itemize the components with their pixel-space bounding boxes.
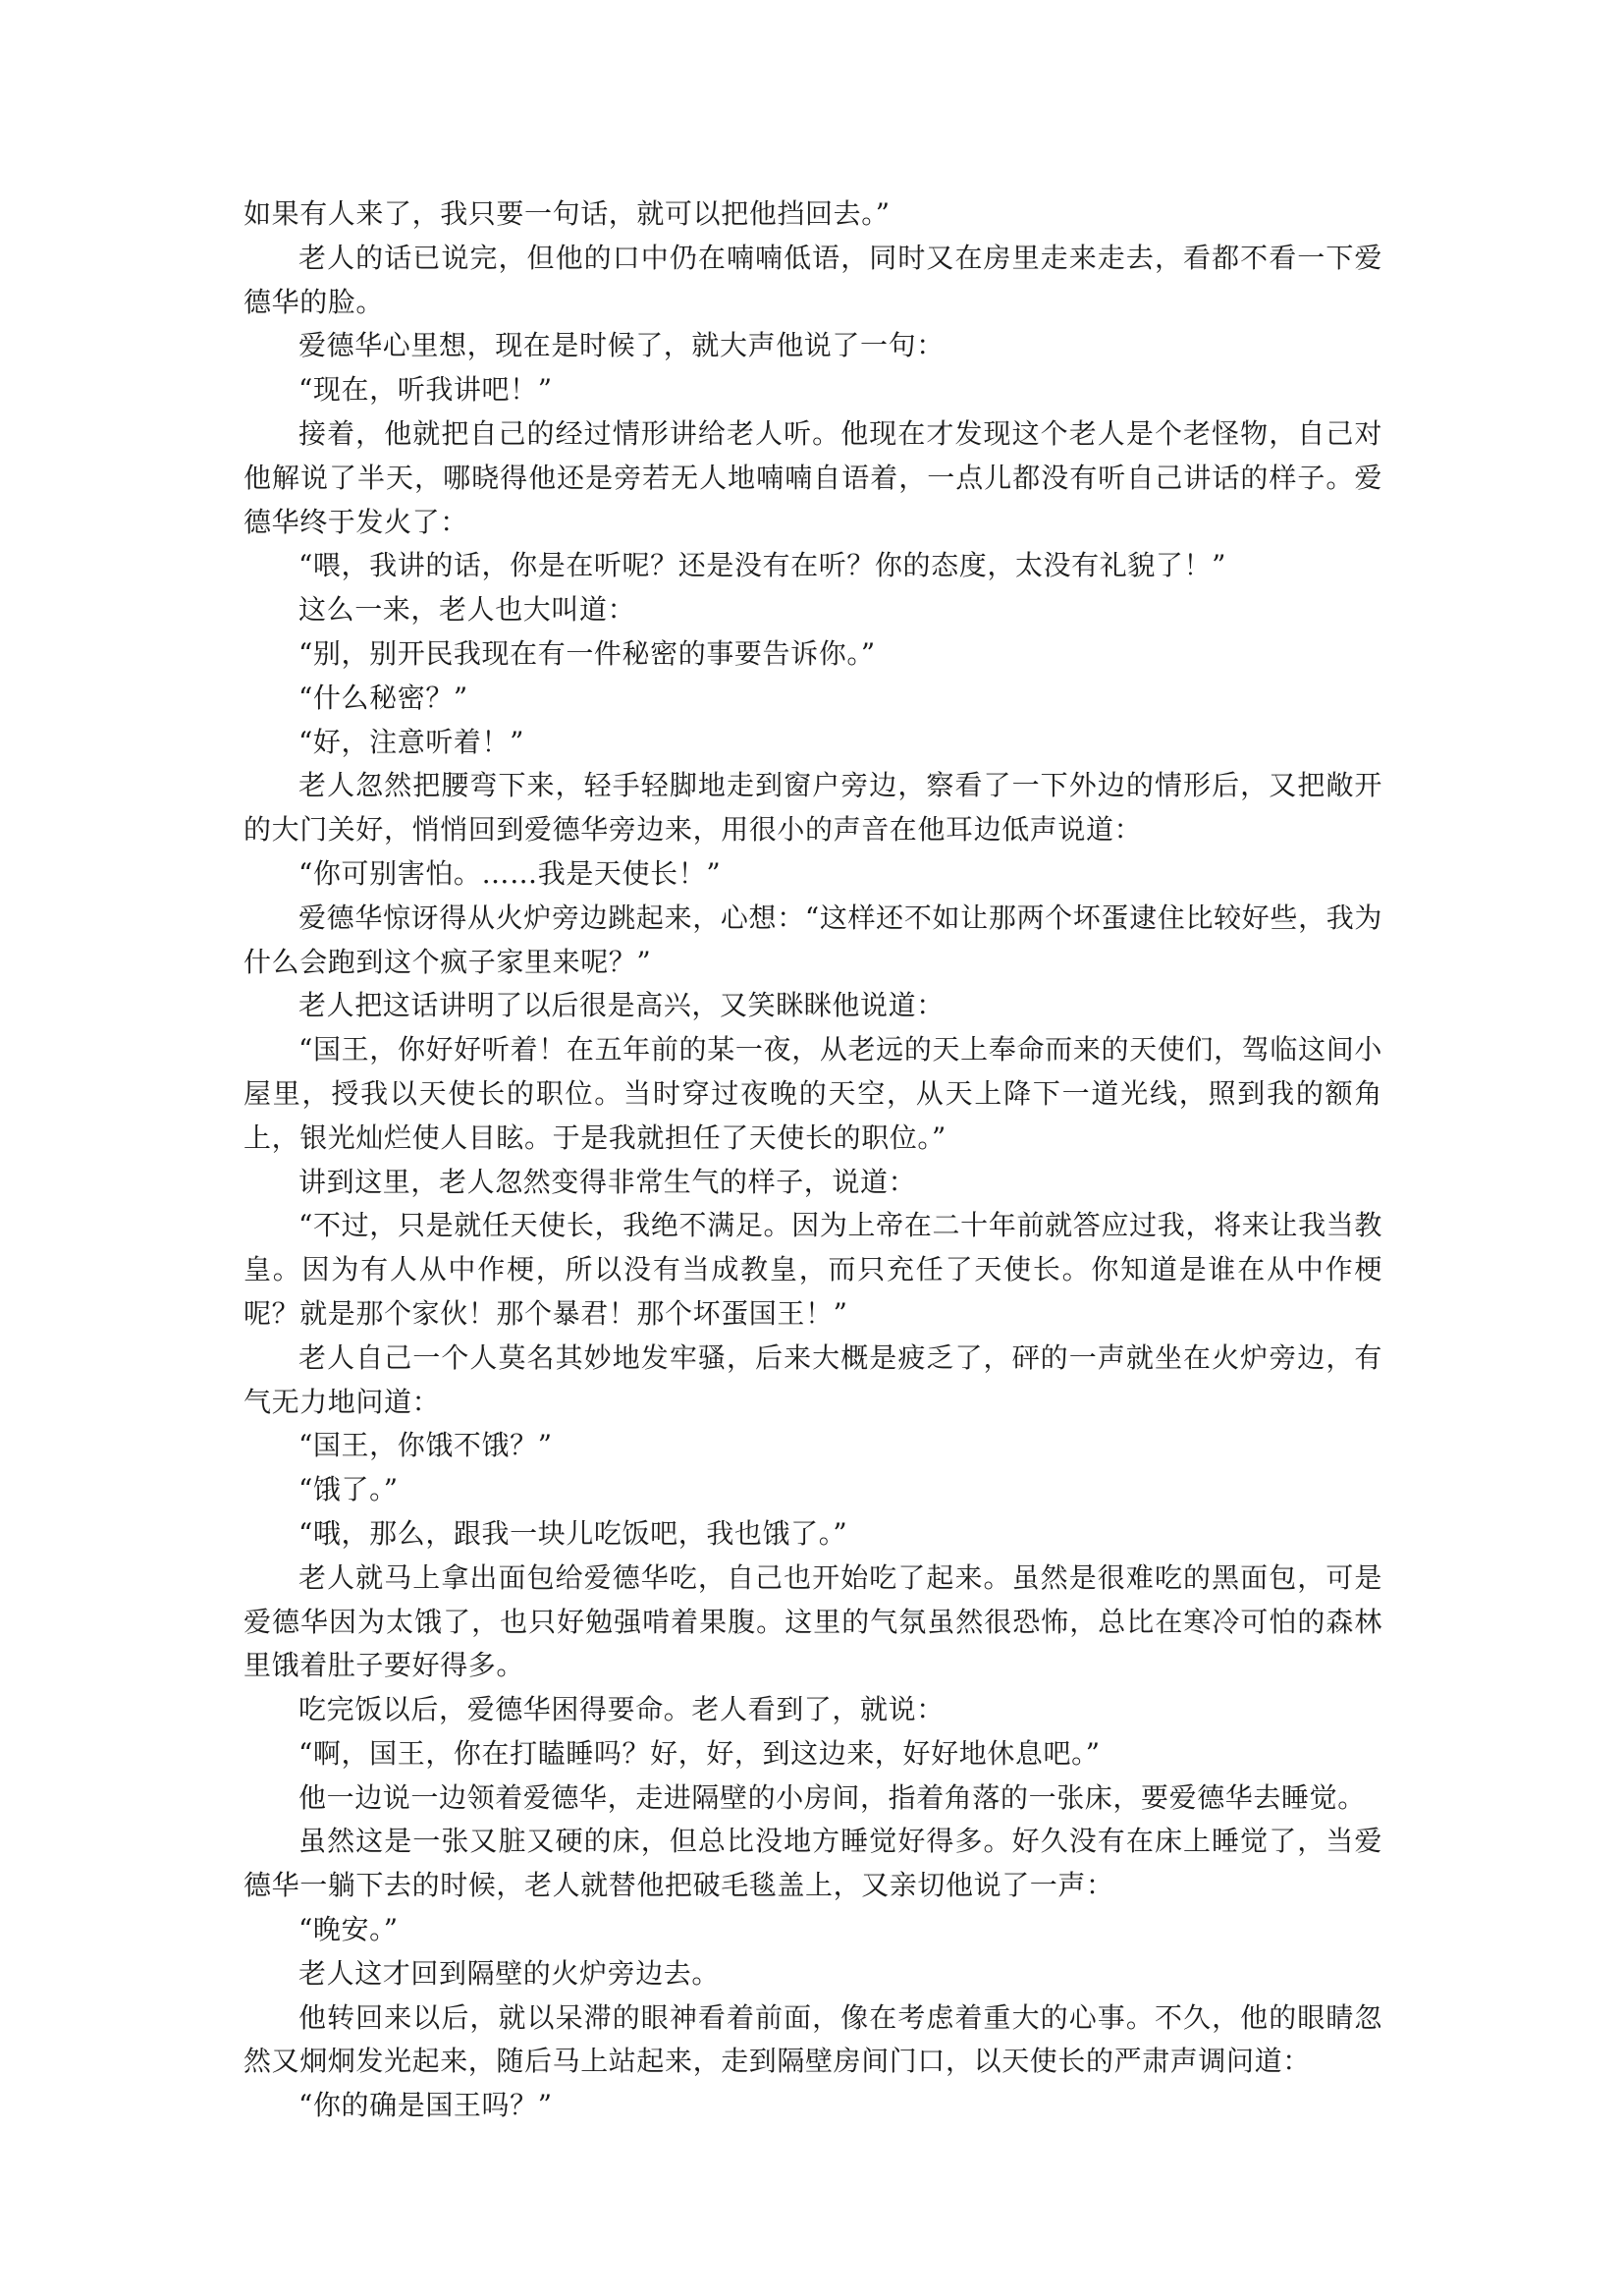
paragraph: 他转回来以后，就以呆滞的眼神看着前面，像在考虑着重大的心事。不久，他的眼睛忽然又炯炯发光起来，随后马上站起来，走到隔壁房间门口，以天使长的严肃声调问道： — [243, 2000, 1382, 2078]
paragraph: 虽然这是一张又脏又硬的床，但总比没地方睡觉好得多。好久没有在床上睡觉了，当爱德华一躺下去的时候，老人就替他把破毛毯盖上，又亲切他说了一声： — [243, 1825, 1382, 1902]
paragraph: “晚安。” — [298, 1913, 399, 1946]
paragraph: “你的确是国王吗？” — [298, 2089, 553, 2122]
paragraph: “好，注意听着！” — [298, 725, 525, 758]
story-text — [243, 192, 1382, 2128]
paragraph: “别，别开民我现在有一件秘密的事要告诉你。” — [298, 636, 876, 670]
paragraph: “不过，只是就任天使长，我绝不满足。因为上帝在二十年前就答应过我，将来让我当教皇。因为有人从中作梗，所以没有当成教皇，而只充任了天使长。你知道是谁在从中作梗呢？就是那个家伙！那个暴君！那个坏蛋国王！” — [243, 1209, 1382, 1330]
paragraph: 吃完饭以后，爱德华困得要命。老人看到了，就说： — [298, 1693, 945, 1726]
paragraph: 他一边说一边领着爱德华，走进隔壁的小房间，指着角落的一张床，要爱德华去睡觉。 — [298, 1780, 1366, 1814]
paragraph: “喂，我讲的话，你是在听呢？还是没有在听？你的态度，太没有礼貌了！” — [298, 549, 1227, 582]
paragraph: “你可别害怕。……我是天使长！” — [298, 856, 722, 890]
paragraph: “国王，你饿不饿？” — [298, 1429, 553, 1462]
paragraph: “饿了。” — [298, 1473, 399, 1506]
paragraph: 老人这才回到隔壁的火炉旁边去。 — [298, 1956, 721, 1990]
paragraph: “什么秘密？” — [298, 681, 468, 714]
paragraph: 老人把这话讲明了以后很是高兴，又笑眯眯他说道： — [298, 989, 945, 1022]
paragraph: “哦，那么，跟我一块儿吃饭吧，我也饿了。” — [298, 1516, 848, 1550]
paragraph: 老人忽然把腰弯下来，轻手轻脚地走到窗户旁边，察看了一下外边的情形后，又把敞开的大门关好，悄悄回到爱德华旁边来，用很小的声音在他耳边低声说道： — [243, 769, 1382, 847]
paragraph: 讲到这里，老人忽然变得非常生气的样子，说道： — [298, 1165, 917, 1198]
paragraph: “国王，你好好听着！在五年前的某一夜，从老远的天上奉命而来的天使们，驾临这间小屋里，授我以天使长的职位。当时穿过夜晚的天空，从天上降下一道光线，照到我的额角上，银光灿烂使人目眩。于是我就担任了天使长的职位。” — [243, 1033, 1382, 1154]
paragraph: “现在，听我讲吧！” — [298, 373, 553, 407]
paragraph: 爱德华心里想，现在是时候了，就大声他说了一句： — [298, 329, 945, 362]
paragraph: 接着，他就把自己的经过情形讲给老人听。他现在才发现这个老人是个老怪物，自己对他解说了半天，哪晓得他还是旁若无人地喃喃自语着，一点儿都没有听自己讲话的样子。爱德华终于发火了： — [243, 416, 1382, 538]
paragraph: 这么一来，老人也大叫道： — [298, 593, 636, 627]
paragraph: 爱德华惊讶得从火炉旁边跳起来，心想：“这样还不如让那两个坏蛋逮住比较好些，我为什么会跑到这个疯子家里来呢？” — [243, 901, 1382, 978]
paragraph: 老人的话已说完，但他的口中仍在喃喃低语，同时又在房里走来走去，看都不看一下爱德华的脸。 — [243, 241, 1382, 318]
paragraph: 老人就马上拿出面包给爱德华吃，自己也开始吃了起来。虽然是很难吃的黑面包，可是爱德华因为太饿了，也只好勉强啃着果腹。这里的气氛虽然很恐怖，总比在寒冷可怕的森林里饿着肚子要好得多。 — [243, 1560, 1382, 1682]
paragraph: 老人自己一个人莫名其妙地发牢骚，后来大概是疲乏了，砰的一声就坐在火炉旁边，有气无力地问道： — [243, 1340, 1382, 1418]
paragraph: 如果有人来了，我只要一句话，就可以把他挡回去。” — [243, 197, 891, 230]
paragraph: “啊，国王，你在打瞌睡吗？好，好，到这边来，好好地休息吧。” — [298, 1736, 1101, 1770]
